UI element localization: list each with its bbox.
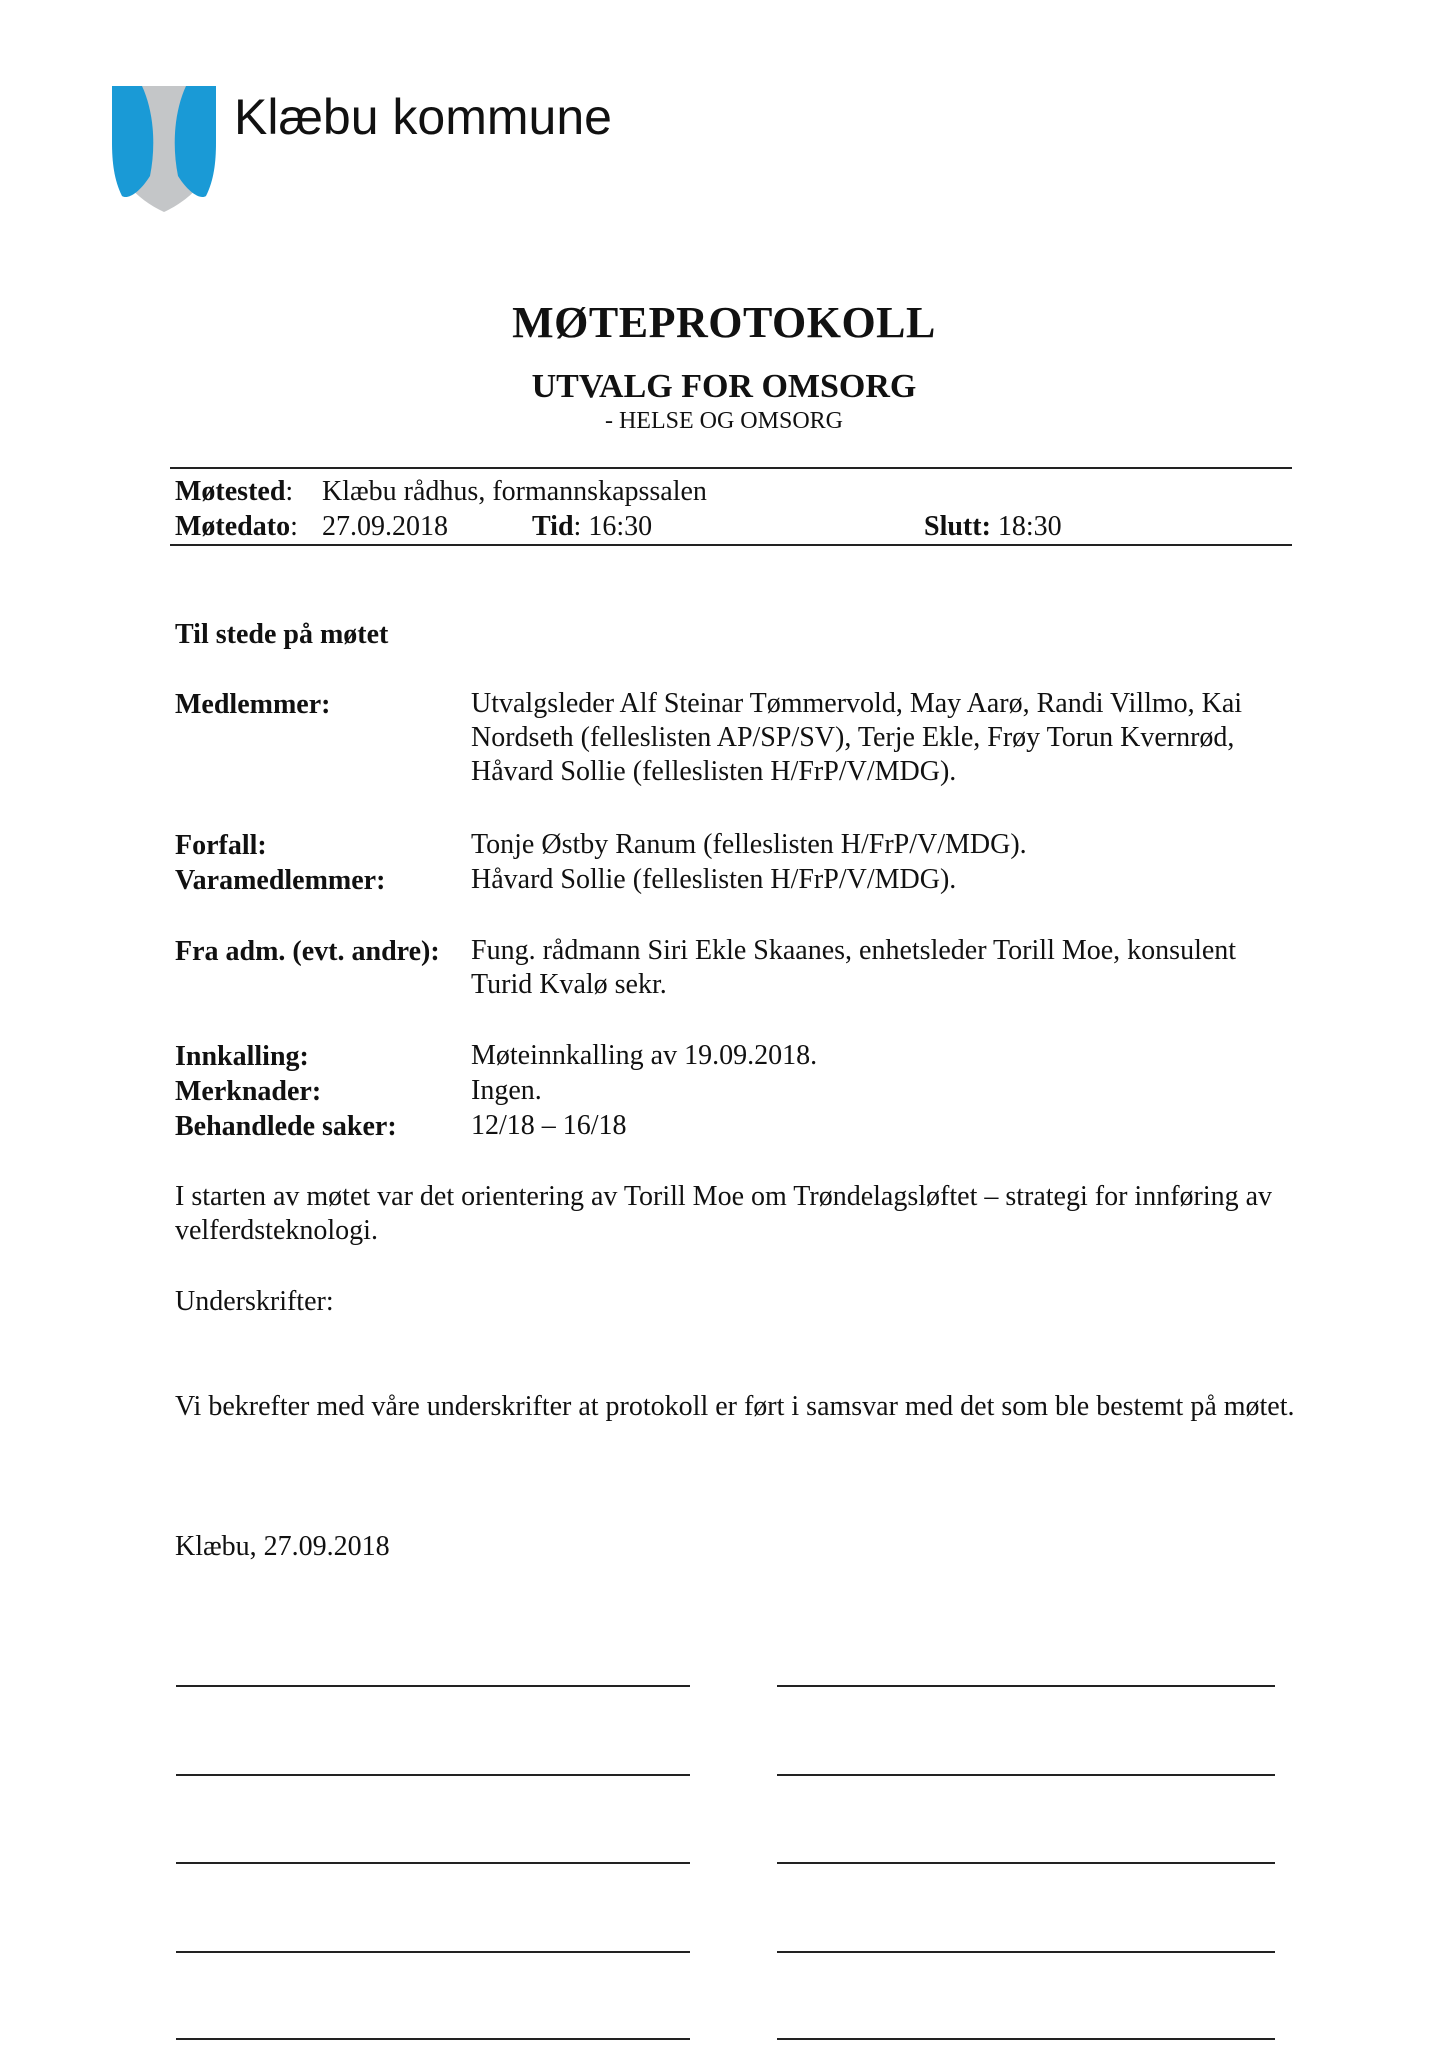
remarks-label: Merknader: — [175, 1076, 322, 1107]
document-subtitle: UTVALG FOR OMSORG — [531, 368, 917, 405]
members-value: Utvalgsleder Alf Steinar Tømmervold, May Aarø, Randi Villmo, Kai Nordseth (felleslisten AP/SP/SV), Terje Ekle, Frøy Torun Kvernrød, Håvard Sollie (felleslisten H/FrP/V/MDG). — [471, 688, 1243, 787]
admin-value: Fung. rådmann Siri Ekle Skaanes, enhetsleder Torill Moe, konsulent Turid Kvalø sekr. — [471, 935, 1237, 1000]
document-sub-subtitle: - HELSE OG OMSORG — [604, 408, 843, 434]
signature-line — [176, 2038, 690, 2040]
signature-line — [777, 1685, 1275, 1687]
signature-line — [777, 2038, 1275, 2040]
meeting-place-label: Møtested — [175, 476, 286, 507]
signature-line — [176, 1862, 690, 1864]
confirmation-paragraph: Vi bekrefter med våre underskrifter at protokoll er ført i samsvar med det som ble bestemt på møtet. — [175, 1391, 1295, 1422]
signature-line — [777, 1774, 1275, 1776]
substitutes-value: Håvard Sollie (felleslisten H/FrP/V/MDG). — [471, 864, 957, 895]
admin-label: Fra adm. (evt. andre): — [175, 936, 440, 967]
absent-value: Tonje Østby Ranum (felleslisten H/FrP/V/MDG). — [471, 829, 1027, 860]
meeting-time-label: Tid — [532, 511, 574, 542]
meeting-time-row — [532, 511, 652, 543]
coat-of-arms-icon — [110, 84, 218, 214]
remarks-value: Ingen. — [471, 1075, 542, 1106]
meeting-end-value: 18:30 — [997, 511, 1062, 542]
signature-line — [176, 1685, 690, 1687]
document-title: MØTEPROTOKOLL — [512, 298, 936, 347]
signature-line — [777, 1951, 1275, 1953]
cases-label: Behandlede saker: — [175, 1111, 397, 1142]
intro-paragraph: I starten av møtet var det orientering av Torill Moe om Trøndelagsløftet – strategi for innføring av velferdsteknologi. — [175, 1181, 1273, 1246]
meeting-date-label: Møtedato — [175, 511, 291, 542]
notice-label: Innkalling: — [175, 1041, 309, 1072]
divider-top — [170, 467, 1292, 469]
meeting-date-value: 27.09.2018 — [322, 511, 448, 542]
colon: : — [573, 511, 582, 542]
meeting-date-row — [175, 511, 298, 543]
signatures-label: Underskrifter: — [175, 1286, 334, 1317]
signature-line — [176, 1951, 690, 1953]
meeting-time-value: 16:30 — [588, 511, 653, 542]
meeting-place-value: Klæbu rådhus, formannskapssalen — [322, 476, 707, 507]
attendance-heading: Til stede på møtet — [175, 619, 389, 650]
meeting-end-label: Slutt: — [924, 511, 991, 542]
cases-value: 12/18 – 16/18 — [471, 1110, 627, 1141]
signature-line — [176, 1774, 690, 1776]
colon: : — [290, 511, 298, 542]
colon: : — [285, 476, 294, 507]
notice-value: Møteinnkalling av 19.09.2018. — [471, 1040, 818, 1071]
meeting-end-row — [924, 511, 1062, 543]
signature-line — [777, 1862, 1275, 1864]
members-label: Medlemmer: — [175, 689, 331, 720]
municipality-name: Klæbu kommune — [234, 89, 612, 145]
absent-label: Forfall: — [175, 830, 267, 861]
divider-bottom — [170, 544, 1292, 546]
substitutes-label: Varamedlemmer: — [175, 865, 386, 896]
meeting-place-row — [175, 476, 293, 508]
place-date: Klæbu, 27.09.2018 — [175, 1531, 390, 1562]
